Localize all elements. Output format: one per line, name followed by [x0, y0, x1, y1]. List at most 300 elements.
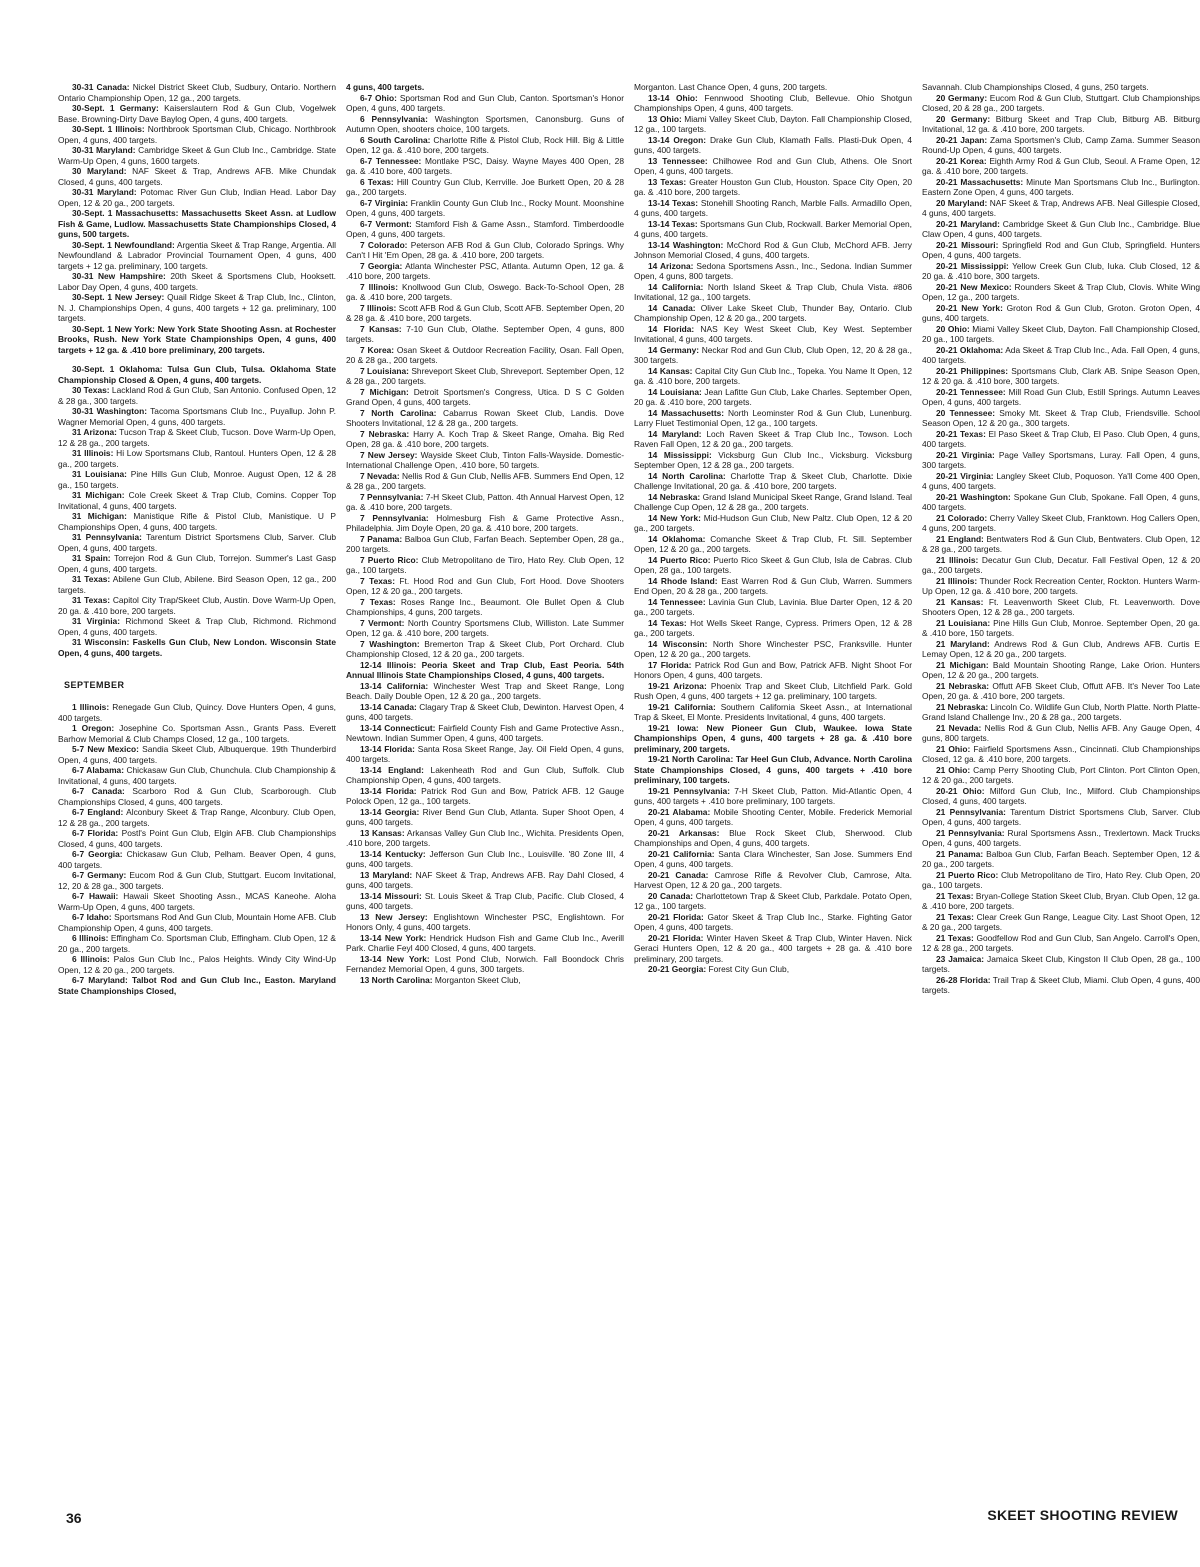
schedule-entry: [634, 240, 912, 261]
entry-date-location: 14 Oklahoma:: [648, 533, 706, 544]
entry-details: Ft. Hood Rod and Gun Club, Fort Hood. Dove Shooters Open, 12 & 20 ga., 200 targets.: [346, 575, 624, 596]
entry-date-location: 14 Nebraska:: [648, 491, 701, 502]
entry-details: Stamford Fish & Game Assn., Stamford. Timberdoodle Open, 4 guns, 400 targets.: [346, 218, 624, 239]
entry-details: Andrews Rod & Gun Club, Andrews AFB. Curtis E Lemay Open, 12 & 20 ga., 200 targets.: [922, 638, 1200, 659]
schedule-entry: [634, 93, 912, 114]
entry-date-location: 20-21 Massachusetts:: [936, 176, 1024, 187]
schedule-entry: [634, 702, 912, 723]
schedule-entry: [922, 639, 1200, 660]
entry-details: Nellis Rod & Gun Club, Nellis AFB. Summers End Open, 12 & 28 ga., 200 targets.: [346, 470, 624, 491]
schedule-entry: [346, 471, 624, 492]
entry-details: Cole Creek Skeet & Trap Club, Comins. Copper Top Invitational, 4 guns, 400 targets.: [58, 490, 336, 511]
entry-details: Pine Hills Gun Club, Monroe. September Open, 20 ga. & .410 bore, 150 targets.: [922, 617, 1200, 638]
entry-date-location: 20-21 Florida:: [648, 932, 704, 943]
schedule-entry: [922, 240, 1200, 261]
entry-details: Detroit Sportsmen's Congress, Utica. D S C Golden Grand Open, 4 guns, 400 targets.: [346, 386, 624, 407]
entry-date-location: 31 Texas:: [72, 574, 111, 584]
entry-date-location: 14 North Carolina:: [648, 470, 726, 481]
entry-details: Nickel District Skeet Club, Sudbury, Ontario. Northern Ontario Championship Open, 12 ga., 200 targets.: [58, 82, 336, 103]
schedule-entry: [634, 135, 912, 156]
schedule-entry: [634, 786, 912, 807]
entry-date-location: 19-21 Pennsylvania:: [648, 785, 730, 796]
schedule-entry: [634, 471, 912, 492]
entry-details: Southern California Skeet Assn., at International Trap & Skeet, El Monte. Presidents Invitational, 4 guns, 400 targets.: [634, 701, 912, 722]
entry-date-location: 13-14 Kentucky:: [360, 848, 426, 859]
entry-details: Faskells Gun Club, New London. Wisconsin State Open, 4 guns, 400 targets.: [58, 637, 336, 658]
entry-details: Miami Valley Skeet Club, Dayton. Fall Championship Closed, 12 ga., 100 targets.: [634, 113, 912, 134]
entry-date-location: 7 Vermont:: [360, 617, 405, 628]
entry-details: Winter Haven Skeet & Trap Club, Winter Haven. Nick Geraci Hunters Open, 12 & 20 ga., 400 targets + 28 ga. & .410 bore preliminary, 200 targets.: [634, 932, 912, 964]
schedule-entry: [58, 145, 336, 166]
entry-date-location: 30-Sept. 1 Newfoundland:: [72, 239, 175, 250]
entry-date-location: 30-Sept. 1 New Jersey:: [72, 292, 165, 302]
entry-date-location: 21 Texas:: [936, 911, 974, 922]
schedule-entry: [58, 975, 336, 996]
entry-details: Groton Rod & Gun Club, Groton. Groton Open, 4 guns, 400 targets.: [922, 302, 1200, 323]
entry-details: Miami Valley Skeet Club, Dayton. Fall Championship Closed, 20 ga., 100 targets.: [922, 323, 1200, 344]
entry-details: Peterson AFB Rod & Gun Club, Colorado Springs. Why Can't I Hit 'Em Open, 28 ga. & .410 bore, 200 targets.: [346, 239, 624, 260]
schedule-entry: [634, 387, 912, 408]
column-3: [634, 82, 912, 1482]
entry-date-location: 30-31 Maryland:: [72, 145, 136, 155]
entry-details: Tar Heel Gun Club, Advance. North Carolina State Championships Closed, 4 guns, 400 targets + .410 bore preliminary, 100 targets.: [634, 754, 912, 785]
entry-date-location: 14 Tennessee:: [648, 596, 706, 607]
schedule-entry: [634, 408, 912, 429]
entry-date-location: 20-21 Tennessee:: [936, 386, 1006, 397]
entry-date-location: 19-21 Iowa:: [648, 722, 699, 733]
entry-date-location: 30-Sept. 1 Oklahoma:: [72, 364, 163, 374]
entry-details: Clagary Trap & Skeet Club, Dewinton. Harvest Open, 4 guns, 400 targets.: [346, 701, 624, 722]
entry-details: Cabarrus Rowan Skeet Club, Landis. Dove Shooters Invitational, 12 & 28 ga., 200 targets.: [346, 407, 624, 428]
entry-date-location: 20-21 Florida:: [648, 911, 704, 922]
entry-details: Arkansas Valley Gun Club Inc., Wichita. Presidents Open, .410 bore, 200 targets.: [346, 827, 624, 848]
entry-details: El Paso Skeet & Trap Club, El Paso. Club Open, 4 guns, 400 targets.: [922, 428, 1200, 449]
entry-date-location: 14 Florida:: [648, 323, 695, 334]
schedule-entry: [346, 849, 624, 870]
schedule-entry: [346, 156, 624, 177]
schedule-entry: [346, 786, 624, 807]
schedule-entry: [634, 366, 912, 387]
entry-date-location: 19-21 North Carolina:: [648, 754, 734, 764]
entry-date-location: 21 Texas:: [936, 890, 974, 901]
schedule-entry: [346, 366, 624, 387]
entry-date-location: 30-Sept. 1 Germany:: [72, 103, 159, 113]
entry-details: Balboa Gun Club, Farfan Beach. September Open, 28 ga., 200 targets.: [346, 533, 624, 554]
entry-details: New Pioneer Gun Club, Waukee. Iowa State Championships Open, 4 guns, 400 targets + 28 ga. & .410 bore preliminary, 200 targets.: [634, 722, 912, 754]
entry-date-location: 21 Puerto Rico:: [936, 869, 999, 880]
schedule-entry: [634, 282, 912, 303]
entry-date-location: 13-14 Ohio:: [648, 92, 698, 103]
entry-details: Fairfield Sportsmens Assn., Cincinnati. Club Championships Closed, 12 ga. & .410 bore, 200 targets.: [922, 743, 1200, 764]
entry-details: Bentwaters Rod & Gun Club, Bentwaters. Club Open, 12 & 28 ga., 200 targets.: [922, 533, 1200, 554]
entry-date-location: 6-7 Ohio:: [360, 92, 397, 103]
entry-details: Phoenix Trap and Skeet Club, Litchfield Park. Gold Rush Open, 4 guns, 400 targets + 12 ga. preliminary, 100 targets.: [634, 680, 912, 701]
schedule-entry: [634, 219, 912, 240]
entry-date-location: 26-28 Florida:: [936, 974, 991, 985]
schedule-entry: [58, 187, 336, 208]
entry-date-location: 6-7 England:: [72, 807, 124, 817]
schedule-entry: [922, 765, 1200, 786]
schedule-entry: [58, 490, 336, 511]
entry-date-location: 31 Michigan:: [72, 490, 125, 500]
entry-date-location: 20-21 Mississippi:: [936, 260, 1009, 271]
entry-date-location: 20-21 Missouri:: [936, 239, 999, 250]
entry-details: McChord Rod & Gun Club, McChord AFB. Jerry Johnson Memorial Closed, 4 guns, 400 targets.: [634, 239, 912, 260]
schedule-entry: [634, 156, 912, 177]
entry-details: Tucson Trap & Skeet Club, Tucson. Dove Warm-Up Open, 12 & 28 ga., 200 targets.: [58, 427, 336, 448]
entry-details: Hi Low Sportsmans Club, Rantoul. Hunters Open, 12 & 28 ga., 200 targets.: [58, 448, 336, 469]
entry-date-location: 31 Michigan:: [72, 511, 127, 521]
schedule-entry: [58, 385, 336, 406]
column-4: [922, 82, 1200, 1482]
entry-date-location: 30 Maryland:: [72, 166, 127, 176]
schedule-entry: [634, 597, 912, 618]
entry-date-location: 20-21 Virginia:: [936, 470, 994, 481]
entry-details: Franklin County Gun Club Inc., Rocky Mount. Moonshine Open, 4 guns, 400 targets.: [346, 197, 624, 218]
schedule-entry: [922, 933, 1200, 954]
entry-date-location: 7 New Jersey:: [360, 449, 418, 460]
entry-details: Nellis Rod & Gun Club, Nellis AFB. Any Gauge Open, 4 guns, 800 targets.: [922, 722, 1200, 743]
entry-details: Hill Country Gun Club, Kerrville. Joe Burkett Open, 20 & 28 ga., 200 targets.: [346, 176, 624, 197]
schedule-entry: [922, 450, 1200, 471]
entry-date-location: 13 North Carolina:: [360, 974, 433, 985]
entry-details: Peoria Skeet and Trap Club, East Peoria. 54th Annual Illinois State Championships Closed, 4 guns, 400 targets.: [346, 659, 624, 680]
entry-date-location: 20-21 Ohio:: [936, 785, 985, 796]
entry-details: Loch Raven Skeet & Trap Club Inc., Towson. Loch Raven Fall Open, 12 & 20 ga., 200 targets.: [634, 428, 912, 449]
entry-details: Cambridge Skeet & Gun Club Inc., Cambridge. State Warm-Up Open, 4 guns, 1600 targets.: [58, 145, 336, 166]
schedule-entry: [58, 532, 336, 553]
entry-details: Bryan-College Station Skeet Club, Bryan. Club Open, 12 ga. & .410 bore, 200 targets.: [922, 890, 1200, 911]
entry-date-location: 21 Illinois:: [936, 554, 979, 565]
entry-details: Springfield Rod and Gun Club, Springfield. Hunters Open, 4 guns, 400 targets.: [922, 239, 1200, 260]
entry-date-location: 6-7 Canada:: [72, 786, 125, 796]
entry-details: Mobile Shooting Center, Mobile. Frederick Memorial Open, 4 guns, 400 targets.: [634, 806, 912, 827]
entry-details: Hawaii Skeet Shooting Assn., MCAS Kaneohe. Aloha Warm-Up Open, 4 guns, 400 targets.: [58, 891, 336, 912]
schedule-entry: [634, 723, 912, 755]
entry-date-location: 13 Tennessee:: [648, 155, 708, 166]
entry-details: Zama Sportsmen's Club, Camp Zama. Summer Season Round-Up Open, 4 guns, 400 targets.: [922, 134, 1200, 155]
schedule-entry: [58, 807, 336, 828]
entry-details: Josephine Co. Sportsman Assn., Grants Pass. Everett Barhow Memorial & Club Champs Closed, 12 ga., 100 targets.: [58, 723, 336, 744]
schedule-entry: [922, 387, 1200, 408]
entry-details: Osan Skeet & Outdoor Recreation Facility, Osan. Fall Open, 20 & 28 ga., 200 targets.: [346, 344, 624, 365]
entry-date-location: 17 Florida:: [648, 659, 692, 670]
entry-date-location: 13 Ohio:: [648, 113, 682, 124]
entry-details: Gator Skeet & Trap Club Inc., Starke. Fighting Gator Open, 4 guns, 400 targets.: [634, 911, 912, 932]
schedule-entry: [346, 660, 624, 681]
entry-details: Blue Rock Skeet Club, Sherwood. Club Championships and Open, 4 guns, 400 targets.: [634, 827, 912, 848]
schedule-entry: [922, 408, 1200, 429]
schedule-entry: [634, 450, 912, 471]
schedule-entry: [922, 303, 1200, 324]
entry-date-location: 13-14 Florida:: [360, 785, 417, 796]
entry-date-location: 7 Georgia:: [360, 260, 403, 271]
entry-date-location: 20-21 Washington:: [936, 491, 1011, 502]
entry-date-location: 20 Canada:: [648, 890, 694, 901]
entry-details: Neckar Rod and Gun Club, Club Open, 12, 20 & 28 ga., 300 targets.: [634, 344, 912, 365]
entry-details: Patrick Rod Gun and Bow, Patrick AFB. Night Shoot For Honors Open, 4 guns, 400 targets.: [634, 659, 912, 680]
schedule-entry: [346, 177, 624, 198]
entry-details: Offutt AFB Skeet Club, Offutt AFB. It's Never Too Late Open, 20 ga. & .410 bore, 200 targets.: [922, 680, 1200, 701]
schedule-entry: [58, 786, 336, 807]
entry-details: Page Valley Sportsmans, Luray. Fall Open, 4 guns, 300 targets.: [922, 449, 1200, 470]
entry-date-location: 6 South Carolina:: [360, 134, 431, 145]
entry-date-location: 21 Colorado:: [936, 512, 988, 523]
entry-details: Trail Trap & Skeet Club, Miami. Club Open, 4 guns, 400 targets.: [922, 974, 1200, 995]
entry-date-location: 6-7 Vermont:: [360, 218, 412, 229]
entry-date-location: 13-14 Oregon:: [648, 134, 706, 145]
entry-date-location: 6-7 Virginia:: [360, 197, 409, 208]
entry-date-location: 13 New Jersey:: [360, 911, 428, 922]
schedule-entry: [634, 324, 912, 345]
schedule-entry: [634, 345, 912, 366]
schedule-columns: [58, 82, 1200, 1482]
section-heading-september: SEPTEMBER: [64, 680, 125, 690]
entry-date-location: 30-31 New Hampshire:: [72, 271, 166, 281]
entry-date-location: 31 Virginia:: [72, 616, 120, 626]
entry-date-location: 21 Maryland:: [936, 638, 990, 649]
entry-date-location: 7 Illinois:: [360, 281, 398, 292]
entry-details: Charlottetown Trap & Skeet Club, Parkdale. Potato Open, 12 ga., 100 targets.: [634, 890, 912, 911]
entry-date-location: 21 Louisiana:: [936, 617, 991, 628]
entry-date-location: 21 England:: [936, 533, 984, 544]
schedule-entry: [634, 828, 912, 849]
entry-date-location: 12-14 Illinois:: [360, 659, 417, 670]
schedule-entry: [922, 492, 1200, 513]
schedule-entry: [346, 975, 624, 986]
entry-details: Sandia Skeet Club, Albuquerque. 19th Thunderbird Open, 4 guns, 400 targets.: [58, 744, 336, 765]
entry-details: Oliver Lake Skeet Club, Thunder Bay, Ontario. Club Championship Open, 12 & 20 ga., 200 targets.: [634, 302, 912, 323]
schedule-entry: [346, 765, 624, 786]
entry-date-location: 14 Massachusetts:: [648, 407, 725, 418]
entry-details: Greater Houston Gun Club, Houston. Space City Open, 20 ga. & .410 bore, 200 targets.: [634, 176, 912, 197]
entry-date-location: 31 Spain:: [72, 553, 111, 563]
entry-date-location: 5-7 New Mexico:: [72, 744, 139, 754]
entry-details: Mill Road Gun Club, Estill Springs. Autumn Leaves Open, 4 guns, 400 targets.: [922, 386, 1200, 407]
schedule-entry: [346, 114, 624, 135]
column-2: [346, 82, 624, 1482]
entry-details: Milford Gun Club, Inc., Milford. Club Championships Closed, 4 guns, 400 targets.: [922, 785, 1200, 806]
entry-date-location: 21 Nebraska:: [936, 701, 989, 712]
entry-details: Englishtown Winchester PSC, Englishtown. For Honors Only, 4 guns, 400 targets.: [346, 911, 624, 932]
entry-details: Charlotte Rifle & Pistol Club, Rock Hill. Big & Little Open, 12 ga. & .410 bore, 200 targets.: [346, 134, 624, 155]
entry-details: Fairfield County Fish and Game Protective Assn., Newtown. Indian Summer Open, 4 guns, 400 targets.: [346, 722, 624, 743]
entry-details: Torrejon Rod & Gun Club, Torrejon. Summer's Last Gasp Open, 4 guns, 400 targets.: [58, 553, 336, 574]
entry-details: Thunder Rock Recreation Center, Rockton. Hunters Warm-Up Open, 12 ga. & .410 bore, 200 targets.: [922, 575, 1200, 596]
entry-date-location: 13-14 California:: [360, 680, 429, 691]
entry-date-location: 13-14 New York:: [360, 932, 427, 943]
schedule-entry: [346, 345, 624, 366]
schedule-entry: [346, 555, 624, 576]
schedule-entry: [922, 744, 1200, 765]
schedule-entry: [922, 345, 1200, 366]
entry-details: Atlanta Winchester PSC, Atlanta. Autumn Open, 12 ga. & .410 bore, 200 targets.: [346, 260, 624, 281]
entry-details: Stonehill Shooting Ranch, Marble Falls. Armadillo Open, 4 guns, 400 targets.: [634, 197, 912, 218]
entry-date-location: 13-14 Georgia:: [360, 806, 420, 817]
schedule-entry: [58, 870, 336, 891]
entry-date-location: 1 Oregon:: [72, 723, 115, 733]
entry-details: Smoky Mt. Skeet & Trap Club, Friendsville. School Season Open, 12 & 20 ga., 300 targets.: [922, 407, 1200, 428]
schedule-entry: [634, 114, 912, 135]
entry-details: Pine Hills Gun Club, Monroe. August Open, 12 & 28 ga., 150 targets.: [58, 469, 336, 490]
entry-details: Lost Pond Club, Norwich. Fall Boondock Chris Fernandez Memorial Open, 4 guns, 300 targets.: [346, 953, 624, 974]
entry-date-location: 6-7 Florida:: [72, 828, 119, 838]
entry-details: Alconbury Skeet & Trap Range, Alconbury. Club Open, 12 & 28 ga., 200 targets.: [58, 807, 336, 828]
entry-details: Eucom Rod & Gun Club, Stuttgart. Eucom Invitational, 12, 20 & 28 ga., 300 targets.: [58, 870, 336, 891]
schedule-entry: [346, 576, 624, 597]
entry-date-location: 30-Sept. 1 Massachusetts:: [72, 208, 179, 218]
schedule-entry: [346, 723, 624, 744]
entry-details: Northbrook Sportsman Club, Chicago. Northbrook Open, 4 guns, 400 targets.: [58, 124, 336, 145]
schedule-entry: [346, 429, 624, 450]
entry-details: Postl's Point Gun Club, Elgin AFB. Club Championships Closed, 4 guns, 400 targets.: [58, 828, 336, 849]
entry-details: Mid-Hudson Gun Club, New Paltz. Club Open, 12 & 20 ga., 200 targets.: [634, 512, 912, 533]
schedule-entry: [634, 807, 912, 828]
entry-date-location: 13-14 Texas:: [648, 197, 699, 208]
entry-details: Cherry Valley Skeet Club, Franktown. Hog Callers Open, 4 guns, 200 targets.: [922, 512, 1200, 533]
entry-details: Massachusetts Skeet Assn. at Ludlow Fish & Game, Ludlow. Massachusetts State Championships Closed, 4 guns, 500 targets.: [58, 208, 336, 239]
entry-details: NAF Skeet & Trap, Andrews AFB. Neal Gillespie Closed, 4 guns, 400 targets.: [922, 197, 1200, 218]
schedule-entry: [922, 786, 1200, 807]
entry-details: 7-H Skeet Club, Patton. Mid-Atlantic Open, 4 guns, 400 targets + .410 bore preliminary, 100 targets.: [634, 785, 912, 806]
schedule-entry: [58, 448, 336, 469]
entry-details: Tarentum District Sportsmens Club, Sarver. Club Open, 4 guns, 400 targets.: [58, 532, 336, 553]
schedule-entry: [346, 219, 624, 240]
entry-details: Scott AFB Rod & Gun Club, Scott AFB. September Open, 20 & 28 ga. & .410 bore, 200 targets.: [346, 302, 624, 323]
entry-details: Chickasaw Gun Club, Pelham. Beaver Open, 4 guns, 400 targets.: [58, 849, 336, 870]
schedule-entry: [346, 408, 624, 429]
schedule-entry: [922, 912, 1200, 933]
schedule-entry: [922, 870, 1200, 891]
schedule-entry: [346, 912, 624, 933]
entry-date-location: 6-7 Maryland:: [72, 975, 128, 985]
schedule-entry: [346, 450, 624, 471]
entry-details: Santa Clara Winchester, San Jose. Summers End Open, 4 guns, 400 targets.: [634, 848, 912, 869]
schedule-entry: [922, 93, 1200, 114]
schedule-entry: [58, 427, 336, 448]
entry-date-location: 14 Texas:: [648, 617, 687, 628]
entry-date-location: 14 California:: [648, 281, 704, 292]
entry-details: NAF Skeet & Trap, Andrews AFB. Ray Dahl Closed, 4 guns, 400 targets.: [346, 869, 624, 890]
entry-date-location: 21 Nebraska:: [936, 680, 990, 691]
entry-details: NAF Skeet & Trap, Andrews AFB. Mike Chundak Closed, 4 guns, 400 targets.: [58, 166, 336, 187]
entry-details: Club Metropolitano de Tiro, Hato Rey. Club Open, 20 ga., 100 targets.: [922, 869, 1200, 890]
schedule-entry: [346, 828, 624, 849]
schedule-entry: [634, 513, 912, 534]
entry-details: North Island Skeet & Trap Club, Chula Vista. #806 Invitational, 12 ga., 100 targets.: [634, 281, 912, 302]
entry-date-location: 13-14 Missouri:: [360, 890, 422, 901]
schedule-entry: [922, 219, 1200, 240]
schedule-entry: [346, 807, 624, 828]
entry-date-location: 14 New York:: [648, 512, 701, 523]
entry-details: Puerto Rico Skeet & Gun Club, Isla de Cabras. Club Open, 28 ga., 100 targets.: [634, 554, 912, 575]
entry-date-location: 20-21 New York:: [936, 302, 1003, 313]
schedule-entry: [58, 82, 336, 103]
entry-details: Knollwood Gun Club, Oswego. Back-To-School Open, 28 ga. & .410 bore, 200 targets.: [346, 281, 624, 302]
entry-details: Spokane Gun Club, Spokane. Fall Open, 4 guns, 400 targets.: [922, 491, 1200, 512]
entry-date-location: 30-31 Maryland:: [72, 187, 137, 197]
entry-date-location: 7 Nevada:: [360, 470, 400, 481]
entry-details: Langley Skeet Club, Poquoson. Ya'll Come 400 Open, 4 guns, 400 targets.: [922, 470, 1200, 491]
entry-date-location: 6-7 Alabama:: [72, 765, 124, 775]
schedule-entry: [634, 492, 912, 513]
schedule-entry: [922, 82, 1200, 93]
schedule-entry: [922, 828, 1200, 849]
schedule-entry: [58, 553, 336, 574]
schedule-entry: [346, 933, 624, 954]
entry-details: Sportsmans Club, Clark AB. Snipe Season Open, 12 & 20 ga. & .410 bore, 300 targets.: [922, 365, 1200, 386]
schedule-entry: [346, 954, 624, 975]
schedule-entry: [58, 616, 336, 637]
schedule-entry: [58, 595, 336, 616]
entry-details: Sportsmans Gun Club, Rockwall. Barker Memorial Open, 4 guns, 400 targets.: [634, 218, 912, 239]
entry-date-location: 20 Germany:: [936, 92, 988, 103]
entry-details: Hendrick Hudson Fish and Game Club Inc., Averill Park. Charlie Feyl 400 Closed, 4 guns, 400 targets.: [346, 932, 624, 953]
schedule-entry: [634, 912, 912, 933]
entry-details: Scarboro Rod & Gun Club, Scarborough. Club Championships Closed, 4 guns, 400 targets.: [58, 786, 336, 807]
schedule-entry: [634, 618, 912, 639]
entry-date-location: 30 Texas:: [72, 385, 110, 395]
entry-date-location: 13-14 Washington:: [648, 239, 724, 250]
entry-details: Bald Mountain Shooting Range, Lake Orion. Hunters Open, 12 & 20 ga., 200 targets.: [922, 659, 1200, 680]
entry-date-location: 19-21 Arizona:: [648, 680, 707, 691]
entry-details: Ada Skeet & Trap Club Inc., Ada. Fall Open, 4 guns, 400 targets.: [922, 344, 1200, 365]
schedule-entry: [58, 292, 336, 324]
schedule-entry: [346, 639, 624, 660]
schedule-entry: [58, 891, 336, 912]
schedule-entry: [922, 513, 1200, 534]
schedule-entry: [634, 303, 912, 324]
schedule-entry: [922, 324, 1200, 345]
entry-details: Lakenheath Rod and Gun Club, Suffolk. Club Championship Open, 4 guns, 400 targets.: [346, 764, 624, 785]
entry-details: Wayside Skeet Club, Tinton Falls-Wayside. Domestic-International Challenge Open, .410 bore, 50 targets.: [346, 449, 624, 470]
entry-date-location: 7 Puerto Rico:: [360, 554, 419, 565]
entry-details: Capital City Gun Club Inc., Topeka. You Name It Open, 12 ga. & .410 bore, 200 targets.: [634, 365, 912, 386]
entry-details: NAS Key West Skeet Club, Key West. September Invitational, 4 guns, 400 targets.: [634, 323, 912, 344]
entry-date-location: 30-31 Canada:: [72, 82, 130, 92]
entry-details: Renegade Gun Club, Quincy. Dove Hunters Open, 4 guns, 400 targets.: [58, 702, 336, 723]
entry-details: Hot Wells Skeet Range, Cypress. Primers Open, 12 & 28 ga., 200 targets.: [634, 617, 912, 638]
schedule-entry: [922, 891, 1200, 912]
entry-date-location: 31 Illinois:: [72, 448, 114, 458]
schedule-entry: [346, 513, 624, 534]
schedule-entry: [346, 198, 624, 219]
schedule-entry: [634, 429, 912, 450]
schedule-entry: [634, 261, 912, 282]
schedule-entry: [634, 639, 912, 660]
entry-details: East Warren Rod & Gun Club, Warren. Summers End Open, 20 & 28 ga., 200 targets.: [634, 575, 912, 596]
entry-date-location: 21 Ohio:: [936, 743, 971, 754]
entry-date-location: 20-21 California:: [648, 848, 715, 859]
entry-date-location: 7 Illinois:: [360, 302, 397, 313]
schedule-entry: [346, 870, 624, 891]
entry-date-location: 14 Maryland:: [648, 428, 702, 439]
entry-details: 7-10 Gun Club, Olathe. September Open, 4 guns, 800 targets.: [346, 323, 624, 344]
schedule-entry: [346, 135, 624, 156]
schedule-entry: [58, 954, 336, 975]
entry-date-location: 20-21 Alabama:: [648, 806, 711, 817]
entry-date-location: 6 Illinois:: [72, 954, 110, 964]
entry-details: Abilene Gun Club, Abilene. Bird Season Open, 12 ga., 200 targets.: [58, 574, 336, 595]
entry-details: Tarentum District Sportsmens Club, Sarver. Club Open, 4 guns, 400 targets.: [922, 806, 1200, 827]
schedule-entry: [634, 849, 912, 870]
entry-date-location: 14 Louisiana:: [648, 386, 702, 397]
entry-date-location: 13 Kansas:: [360, 827, 405, 838]
entry-details: Argentia Skeet & Trap Range, Argentia. All Newfoundland & Labrador Provincial Tournament Open, 4 guns, 400 targets + 12 ga. preliminary, 100 targets.: [58, 239, 336, 271]
entry-details: Clear Creek Gun Range, League City. Last Shoot Open, 12 & 20 ga., 200 targets.: [922, 911, 1200, 932]
schedule-entry: [58, 744, 336, 765]
entry-details: Decatur Gun Club, Decatur. Fall Festival Open, 12 & 20 ga., 200 targets.: [922, 554, 1200, 575]
